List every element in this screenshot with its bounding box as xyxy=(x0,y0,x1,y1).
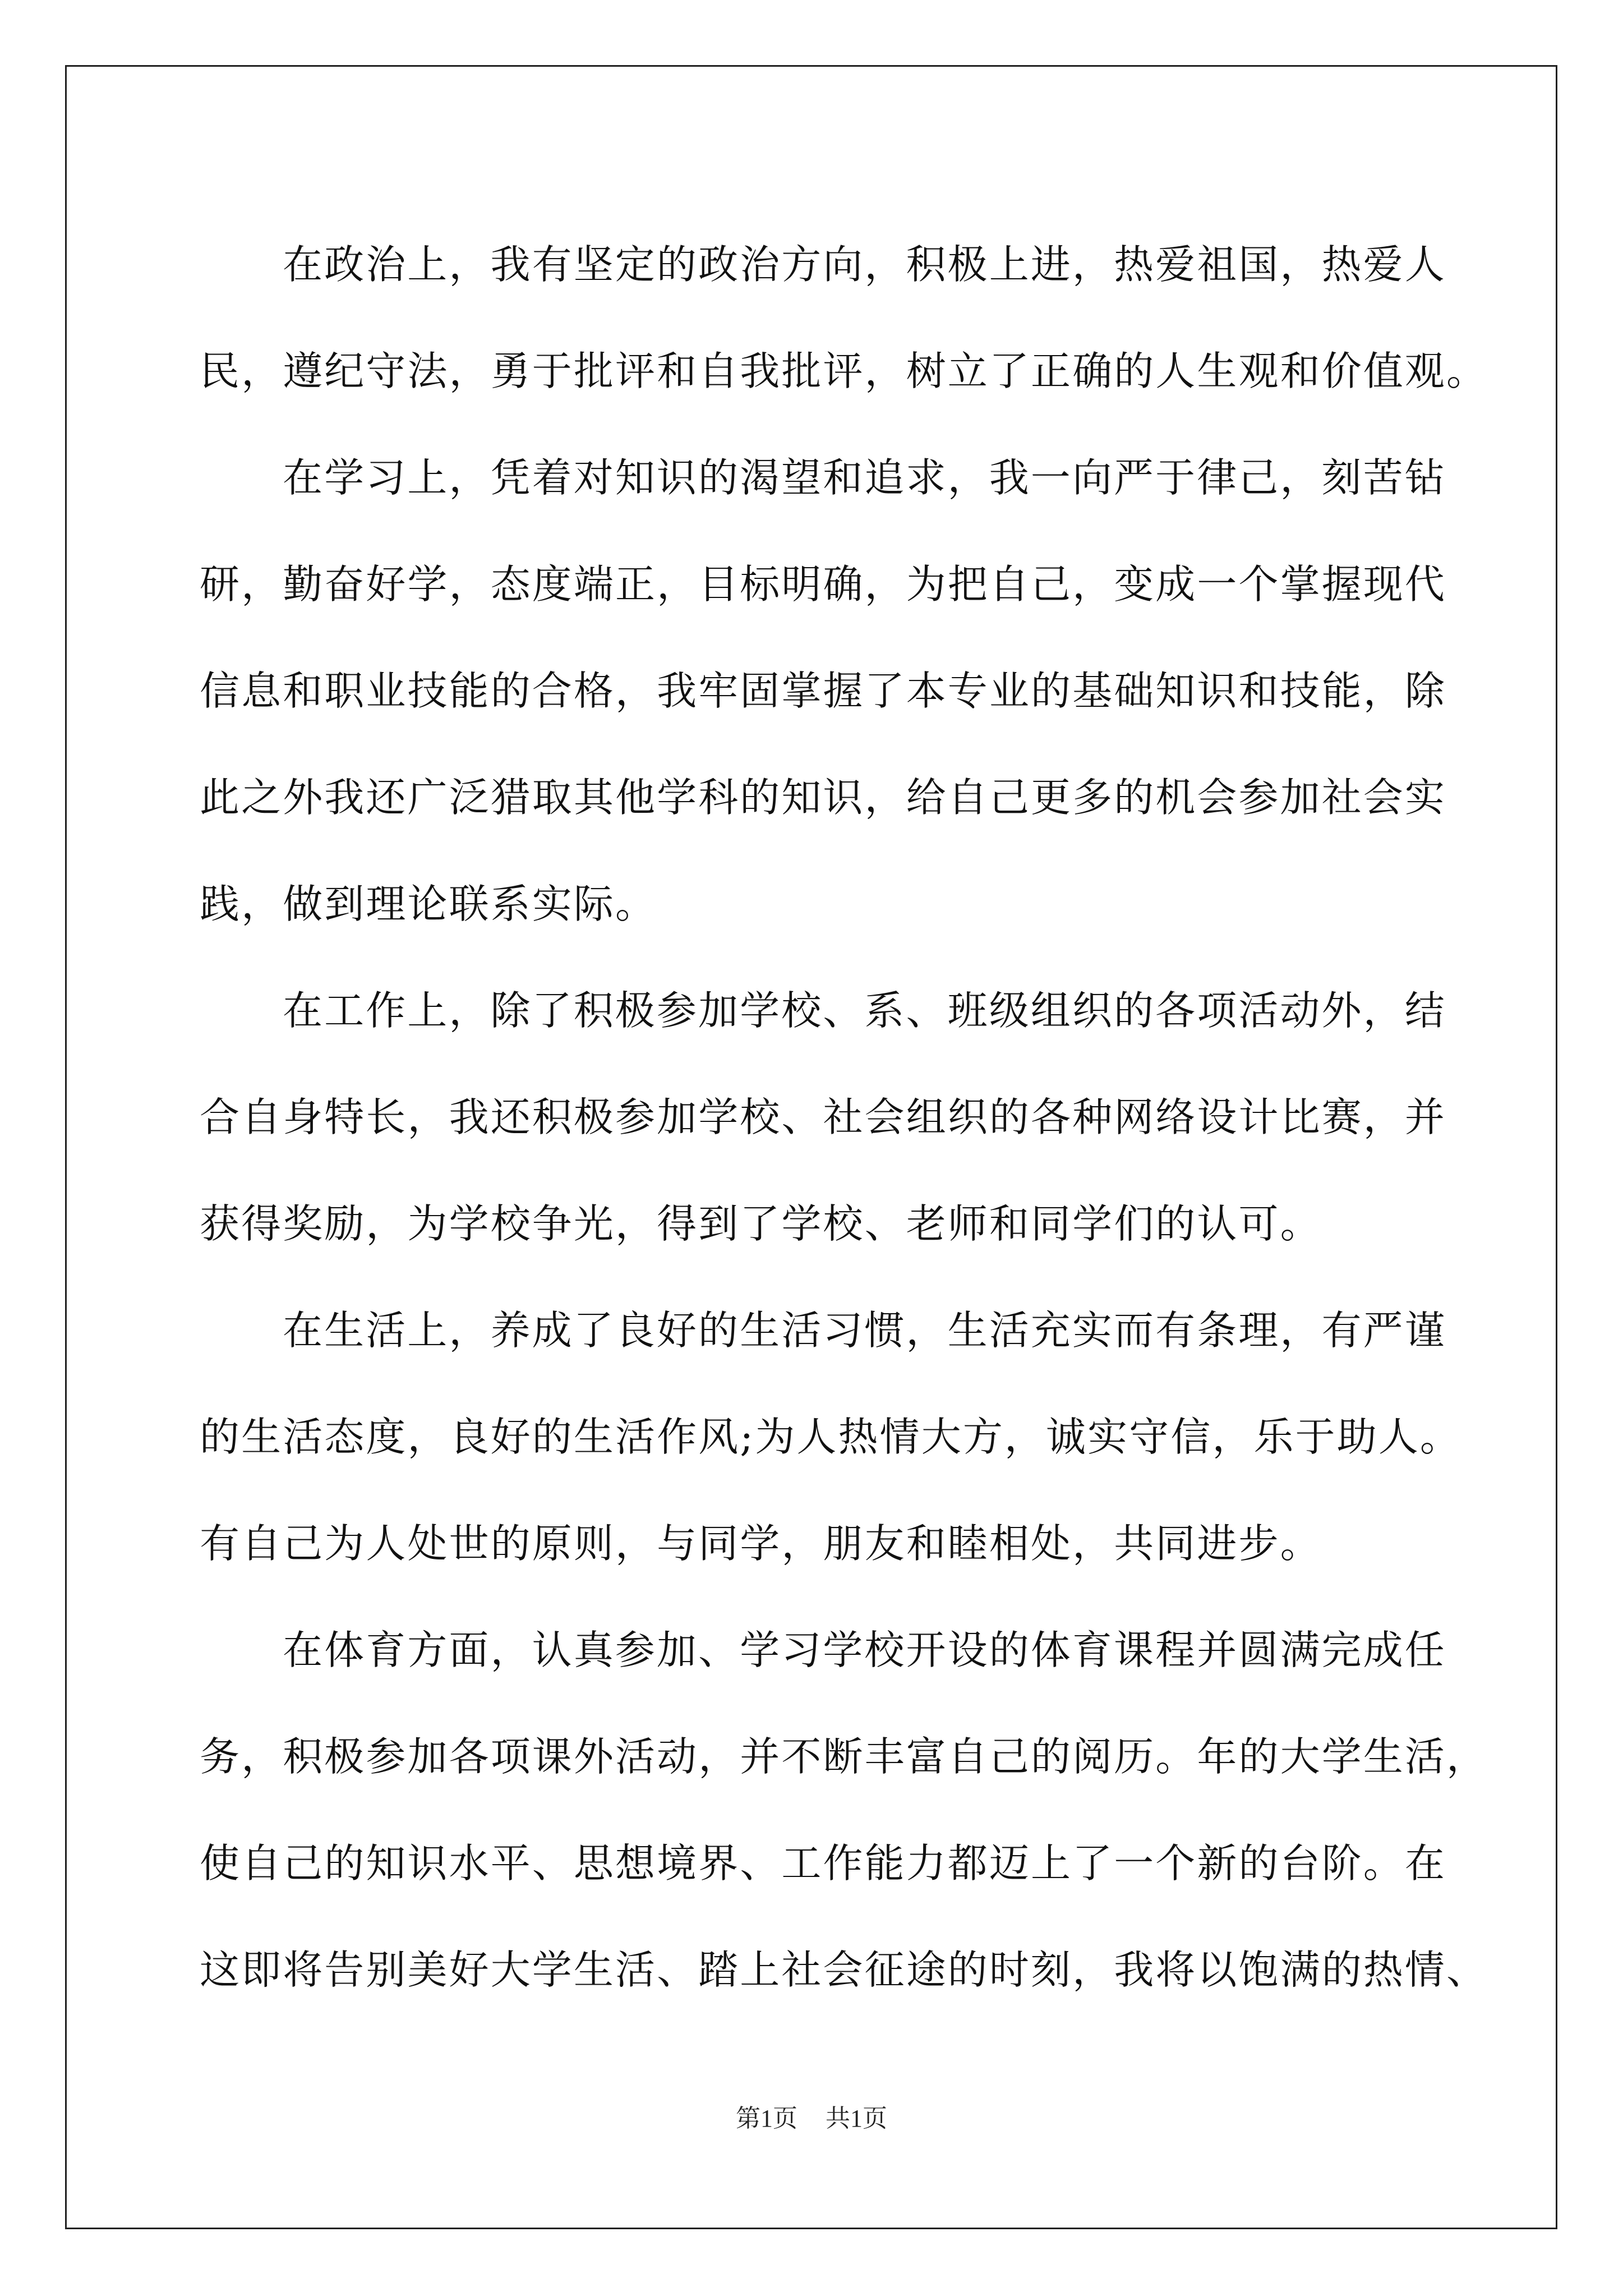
page-number: 第1页 xyxy=(736,2105,797,2132)
text-line: 此之外我还广泛猎取其他学科的知识，给自己更多的机会参加社会实 xyxy=(200,774,1447,821)
page-total: 共1页 xyxy=(826,2105,887,2132)
text-line: 获得奖励，为学校争光，得到了学校、老师和同学们的认可。 xyxy=(200,1200,1322,1247)
document-body xyxy=(200,211,1488,2023)
text-line: 在生活上，养成了良好的生活习惯，生活充实而有条理，有严谨 xyxy=(283,1307,1446,1354)
text-line: 有自己为人处世的原则，与同学，朋友和睦相处，共同进步。 xyxy=(200,1520,1322,1567)
text-line: 研，勤奋好学，态度端正，目标明确，为把自己，变成一个掌握现代 xyxy=(200,561,1447,608)
text-line: 务，积极参加各项课外活动，并不断丰富自己的阅历。年的大学生活， xyxy=(200,1733,1488,1780)
page-footer xyxy=(0,2102,1623,2136)
text-line: 使自己的知识水平、思想境界、工作能力都迈上了一个新的台阶。在 xyxy=(200,1840,1447,1887)
text-line: 信息和职业技能的合格，我牢固掌握了本专业的基础知识和技能，除 xyxy=(200,668,1447,714)
text-line: 合自身特长，我还积极参加学校、社会组织的各种网络设计比赛，并 xyxy=(200,1094,1447,1140)
text-line: 在政治上，我有坚定的政治方向，积极上进，热爱祖国，热爱人 xyxy=(283,241,1446,288)
text-line: 在工作上，除了积极参加学校、系、班级组织的各项活动外，结 xyxy=(283,987,1446,1034)
text-line: 在学习上，凭着对知识的渴望和追求，我一向严于律己，刻苦钻 xyxy=(283,454,1446,501)
text-line: 这即将告别美好大学生活、踏上社会征途的时刻，我将以饱满的热情、 xyxy=(200,1947,1488,1993)
text-line: 民，遵纪守法，勇于批评和自我批评，树立了正确的人生观和价值观。 xyxy=(200,348,1488,394)
text-line: 践，做到理论联系实际。 xyxy=(200,881,657,927)
text-line: 的生活态度，良好的生活作风;为人热情大方，诚实守信，乐于助人。 xyxy=(200,1414,1462,1460)
text-line: 在体育方面，认真参加、学习学校开设的体育课程并圆满完成任 xyxy=(283,1627,1446,1673)
